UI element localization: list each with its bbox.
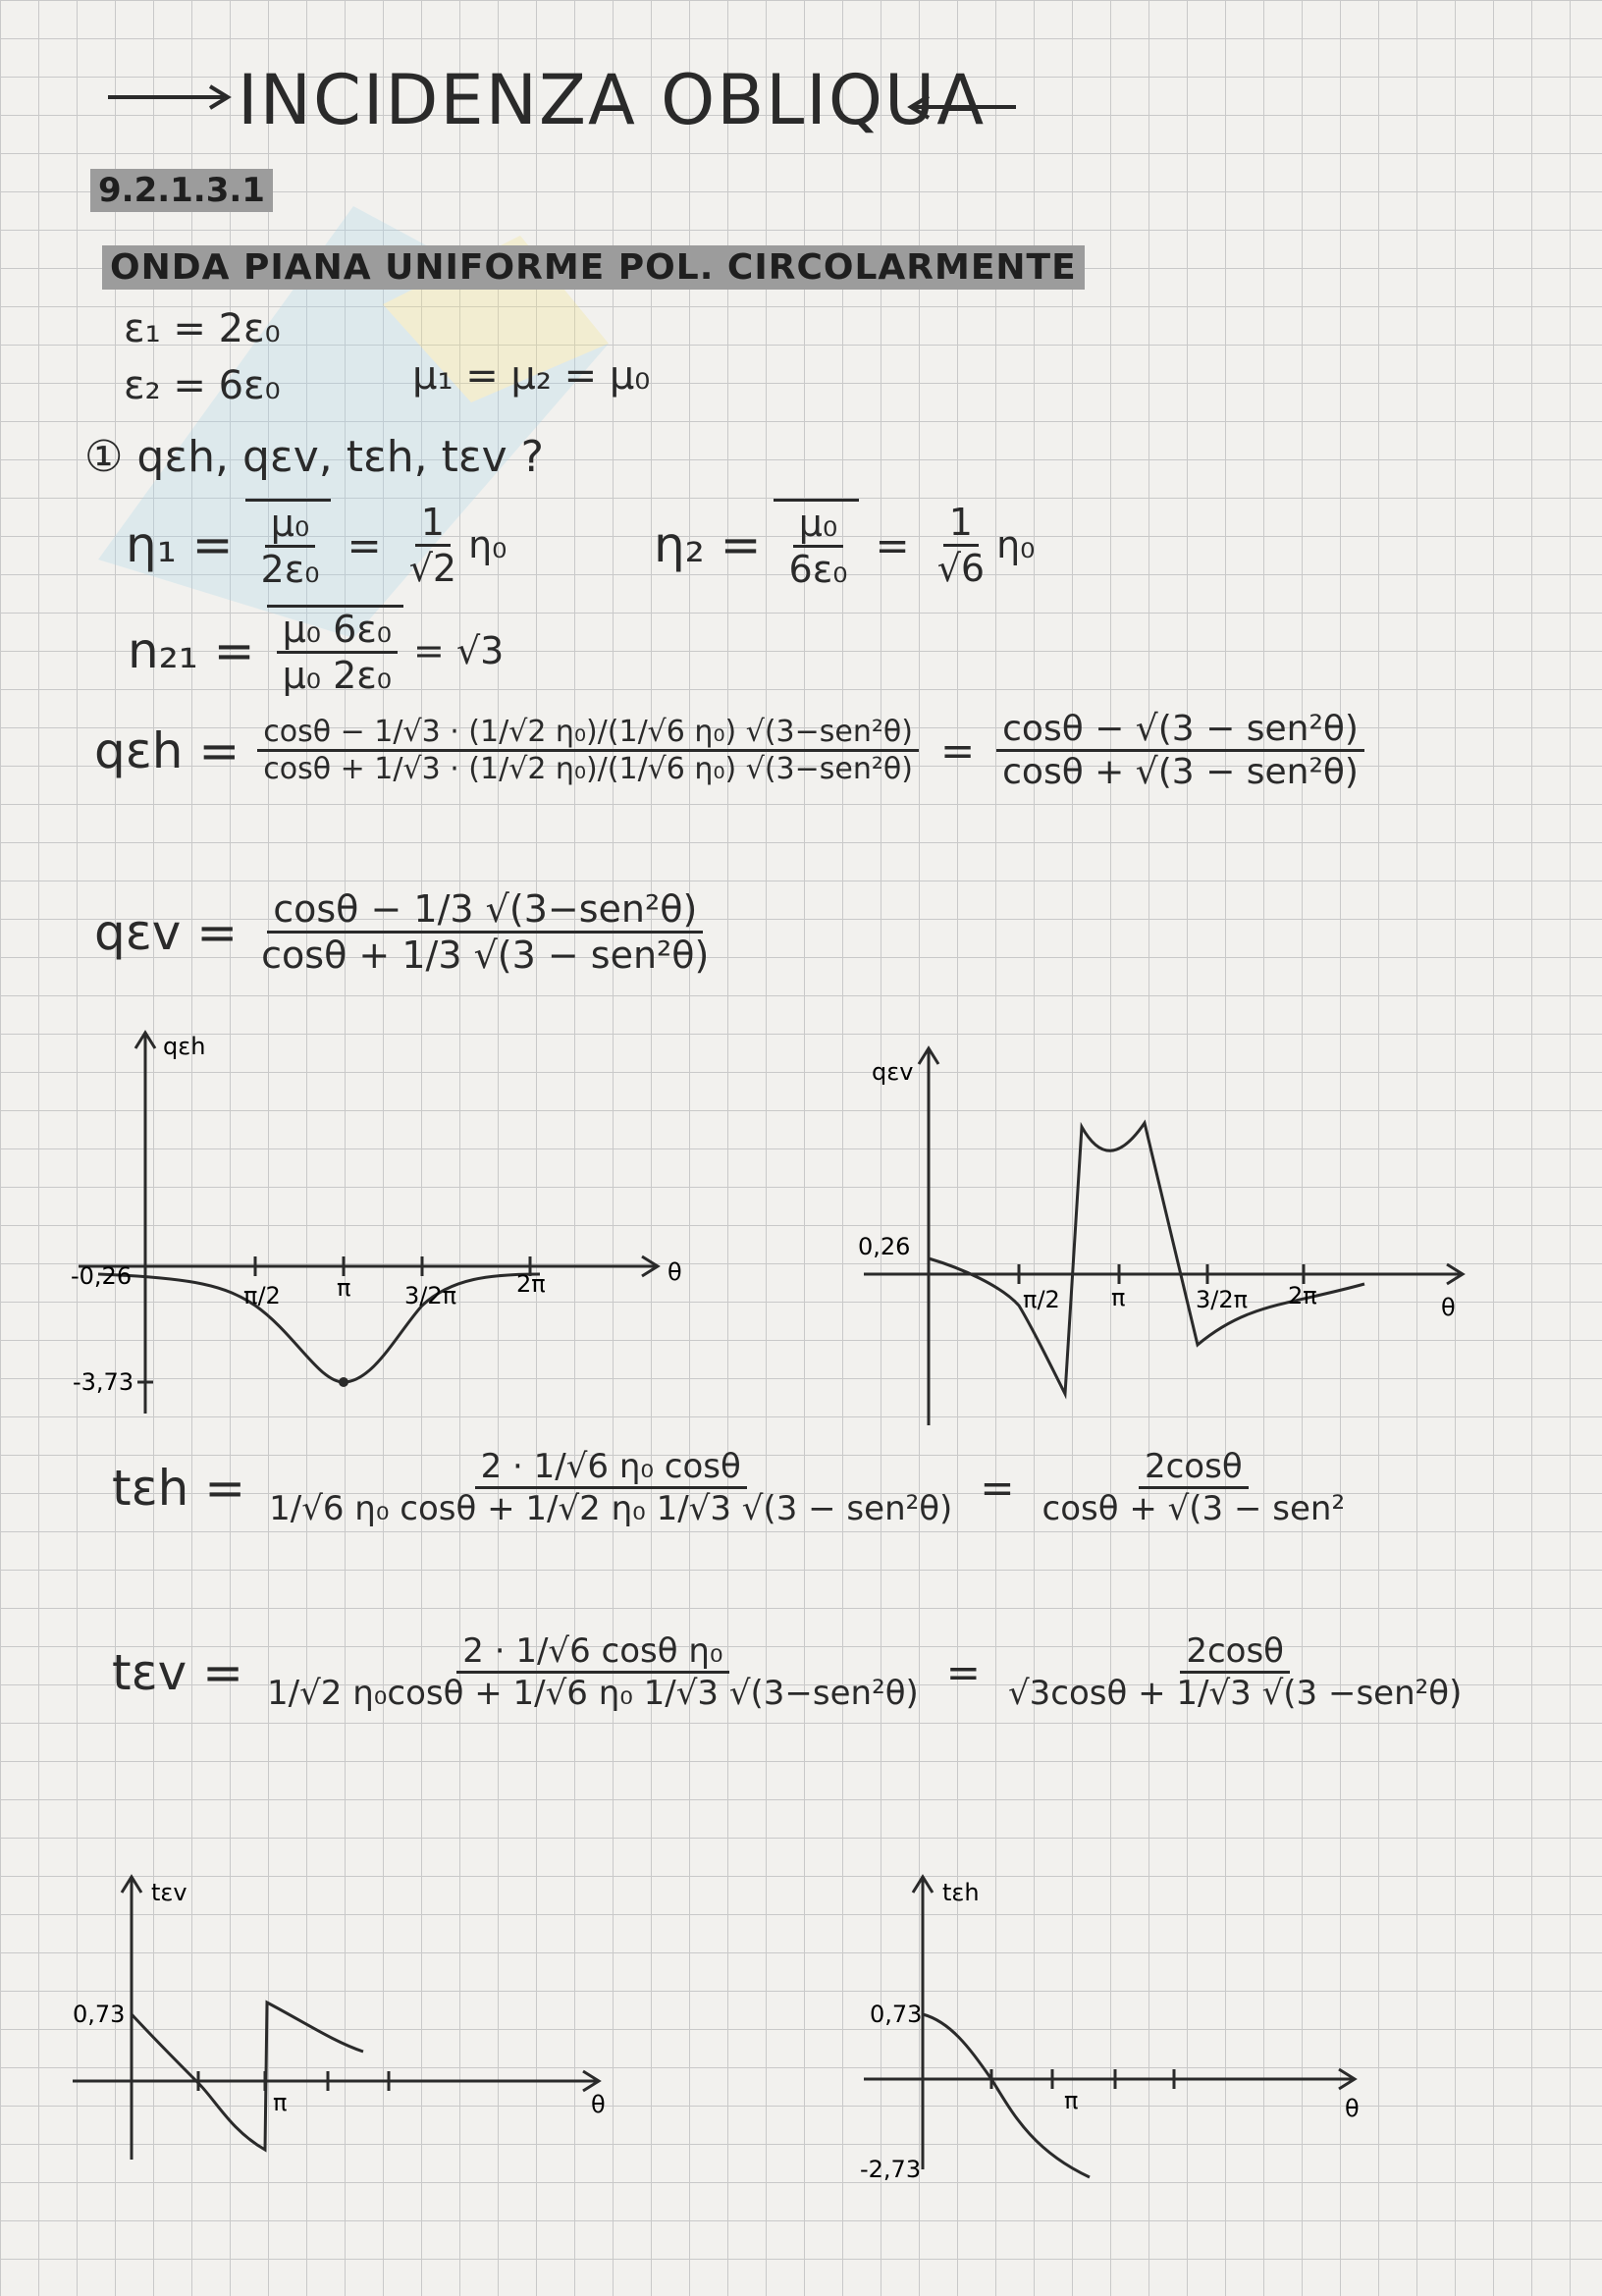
qeh-res-num: cosθ − √(3 − sen²θ)	[996, 709, 1364, 752]
teh-lhs: tεh =	[112, 1459, 246, 1517]
qev-tick-3: 3/2π	[1196, 1286, 1249, 1313]
tev-res-num: 2cosθ	[1180, 1631, 1290, 1674]
eta2-suffix: η₀	[996, 523, 1036, 566]
n21-num: μ₀ 6ε₀	[277, 608, 398, 654]
eta2-lhs: η₂ =	[654, 516, 762, 573]
qeh-lhs: qεh =	[94, 721, 240, 779]
teh-tick-1: π	[1064, 2087, 1079, 2114]
plot-tev	[69, 1865, 658, 2189]
n21-lhs: n₂₁ =	[128, 622, 255, 679]
qev-y0: 0,26	[858, 1233, 911, 1260]
teh-den: 1/√6 η₀ cosθ + 1/√2 η₀ 1/√3 √(3 − sen²θ)	[269, 1489, 953, 1528]
eta1-den: 2ε₀	[260, 548, 320, 591]
n21-den: μ₀ 2ε₀	[282, 654, 393, 697]
qeh-ymin: -3,73	[73, 1368, 134, 1396]
qeh-tick-1: π/2	[243, 1282, 281, 1309]
tev-ylabel: tεv	[151, 1879, 187, 1906]
qeh-den: cosθ + 1/√3 · (1/√2 η₀)/(1/√6 η₀) √(3−sen²θ)	[263, 752, 913, 786]
qev-den: cosθ + 1/3 √(3 − sen²θ)	[261, 934, 710, 977]
qeh-ylabel: qεh	[163, 1033, 206, 1060]
eta2-rhs-den: √6	[936, 546, 986, 590]
tev-res-den: √3cosθ + 1/√3 √(3 −sen²θ)	[1008, 1674, 1463, 1713]
title-arrow-right	[903, 92, 1021, 126]
teh-ylabel: tεh	[942, 1879, 980, 1906]
given-eps2: ε₂ = 6ε₀	[124, 363, 281, 408]
question-line: ① qεh, qεv, tεh, tεv ?	[84, 432, 545, 482]
qeh-tick-2: π	[337, 1274, 351, 1302]
qev-tick-1: π/2	[1023, 1286, 1060, 1313]
tev-tick-1: π	[273, 2089, 288, 2116]
tev-xlabel: θ	[591, 2091, 606, 2118]
plot-teh	[844, 1865, 1394, 2199]
n21-rhs: = √3	[413, 629, 505, 672]
qev-xlabel: θ	[1441, 1294, 1456, 1321]
teh-res-den: cosθ + √(3 − sen²	[1041, 1489, 1346, 1528]
page-title: INCIDENZA OBLIQUA	[238, 60, 987, 140]
title-arrow-left	[108, 82, 236, 116]
qev-tick-2: π	[1111, 1284, 1126, 1311]
tev-num: 2 · 1/√6 cosθ η₀	[456, 1631, 728, 1674]
qeh-y0: -0,26	[71, 1262, 133, 1290]
n21-formula	[128, 605, 504, 697]
teh-formula: tεh = $\frac{\text{2 · 1/√6 η₀ cosθ}}{\text{1/√6 η₀ cosθ + 1/√2 η₀ 1/√3 √(3 − sen²θ)}}$ = $\frac{2\cos\theta}{\text{cosθ + √(3 − sen²}}$	[112, 1447, 1357, 1528]
tev-lhs: tεv =	[112, 1643, 244, 1701]
page-title-box	[228, 51, 987, 149]
given-eps1: ε₁ = 2ε₀	[124, 306, 281, 351]
qeh-res-den: cosθ + √(3 − sen²θ)	[1002, 752, 1359, 792]
tev-den: 1/√2 η₀cosθ + 1/√6 η₀ 1/√3 √(3−sen²θ)	[267, 1674, 919, 1713]
eta1-num: μ₀	[265, 502, 315, 548]
eta1-suffix: η₀	[468, 523, 507, 566]
qev-tick-4: 2π	[1288, 1282, 1317, 1309]
qeh-num: cosθ − 1/√3 · (1/√2 η₀)/(1/√6 η₀) √(3−sen²θ)	[257, 715, 919, 752]
plot-qeh	[59, 1021, 687, 1433]
teh-xlabel: θ	[1345, 2095, 1360, 2122]
qeh-formula: qεh = $\frac{\text{cosθ − 1/√3 · (1/√2 η₀)/(1/√6 η₀) √(3−sen²θ)}}{\text{cosθ + 1/√3 · (1/√2 η₀)/(1/√6 η₀) √(3−sen²θ)}}$ = $\frac{\text{cosθ − √(3 − sen²θ)}}{\text{cosθ + √(3 − sen²θ)}}$	[94, 709, 1370, 792]
eta2-den: 6ε₀	[788, 548, 848, 591]
eta1-formula: η₁ = $\frac{\text{μ₀}}{\text{2ε₀}}$ = $\frac{1}{√2}$ η₀	[126, 500, 507, 591]
teh-num: 2 · 1/√6 η₀ cosθ	[475, 1447, 747, 1489]
eta2-formula: η₂ = $\frac{\text{μ₀}}{\text{6ε₀}}$ = $\frac{1}{√6}$ η₀	[654, 500, 1036, 591]
qeh-xlabel: θ	[668, 1258, 682, 1286]
qev-num: cosθ − 1/3 √(3−sen²θ)	[267, 887, 703, 934]
qev-formula	[94, 887, 721, 977]
qeh-tick-4: 2π	[516, 1270, 546, 1298]
eta1-rhs-den: √2	[408, 546, 457, 590]
eta1-rhs-num: 1	[415, 501, 451, 547]
eta1-lhs: η₁ =	[126, 516, 234, 573]
eta2-num: μ₀	[793, 502, 843, 548]
eta2-rhs-num: 1	[943, 501, 979, 547]
section-number: 9.2.1.3.1	[90, 169, 273, 212]
section-title: ONDA PIANA UNIFORME POL. CIRCOLARMENTE	[102, 245, 1085, 290]
qeh-tick-3: 3/2π	[404, 1282, 457, 1309]
teh-ymin: -2,73	[860, 2156, 922, 2183]
tev-y0: 0,73	[73, 2001, 126, 2028]
plot-qev	[854, 1041, 1482, 1443]
tev-formula: tεv = $\frac{\text{2 · 1/√6 cosθ η₀}}{\text{1/√2 η₀cosθ + 1/√6 η₀ 1/√3 √(3−sen²θ)}}$ = $\frac{2\cos\theta}{\text{√3cosθ + 1/√3 √(3 −sen²θ)}}$	[112, 1631, 1473, 1713]
qev-lhs: qεv =	[94, 903, 239, 961]
teh-y0: 0,73	[870, 2001, 923, 2028]
qev-ylabel: qεv	[872, 1058, 914, 1086]
given-mu: μ₁ = μ₂ = μ₀	[412, 353, 651, 399]
teh-res-num: 2cosθ	[1139, 1447, 1249, 1489]
